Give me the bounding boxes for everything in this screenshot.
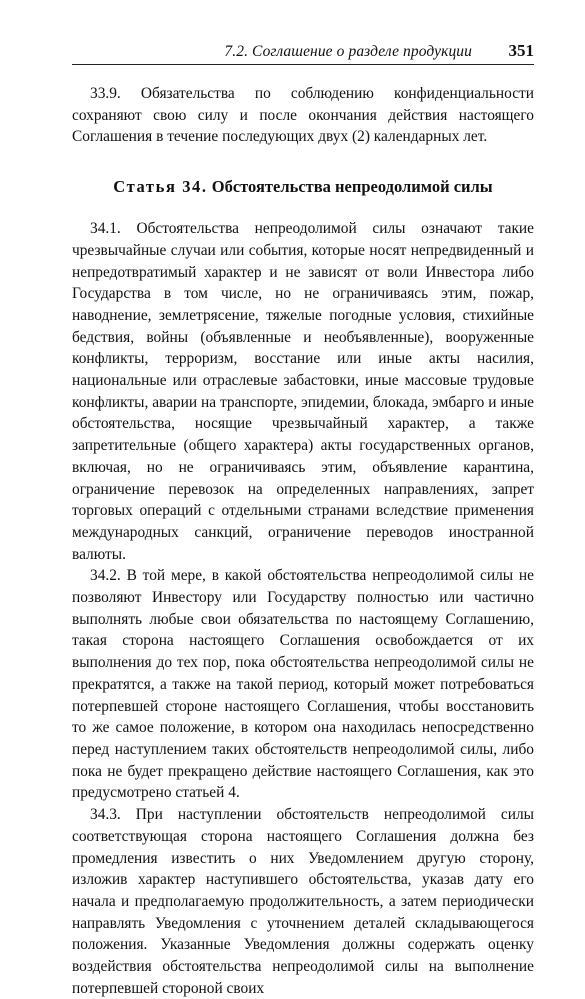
page-number: 351 (508, 41, 534, 60)
paragraph-34-1: 34.1. Обстоятельства непреодолимой силы означают такие чрезвычайные случаи или события, которые носят непредвиденный и непредотвратимый характер и не зависят от воли Инвестора либо Государства в том числе, но не ограничиваясь этим, пожар, наводнение, землетрясение, тяжелые погодные условия, стихийные бедствия, войны (объявленные и необъявленные), вооруженные конфликты, терроризм, восстание или иные акты насилия, национальные или отраслевые забастовки, иные массовые трудовые конфликты, аварии на транспорте, эпидемии, блокада, эмбарго и иные обстоятельства, носящие чрезвычайный характер, а также запретительные (общего характера) акты государственных органов, включая, но не ограничиваясь этим, объявление карантина, ограничение перевозок на определенных направлениях, запрет торговых операций с отдельными странами вследствие применения международных санкций, ограничение переводов иностранной валюты. (72, 220, 534, 563)
article-number: Статья 34. (113, 177, 208, 197)
article-heading (72, 176, 534, 198)
running-header (72, 40, 534, 65)
article-title: Обстоятельства непреодолимой силы (211, 177, 493, 197)
paragraph-33-9: 33.9. Обязательства по соблюдению конфиденциальности сохраняют свою силу и после окончания действия настоящего Соглашения в течение последующих двух (2) календарных лет. (72, 85, 534, 146)
paragraph-34-3: 34.3. При наступлении обстоятельств непреодолимой силы соответствующая сторона настоящего Соглашения должна без промедления известить о них Уведомлением другую сторону, изложив характер наступившего обстоятельства, указав дату его начала и предполагаемую продолжительность, а затем периодически направлять Уведомления с уточнением деталей складывающегося положения. Указанные Уведомления должны содержать оценку воздействия обстоятельства непреодолимой силы на выполнение потерпевшей стороной своих (72, 806, 534, 997)
page-body (72, 83, 534, 999)
running-header-title: 7.2. Соглашение о разделе продукции (224, 43, 472, 60)
paragraph-34-2: 34.2. В той мере, в какой обстоятельства непреодолимой силы не позволяют Инвестору или Государству полностью или частично выполнять любые свои обязательства по настоящему Соглашению, такая сторона настоящего Соглашения освобождается от их выполнения до тех пор, пока обстоятельства непреодолимой силы не прекратятся, а также на такой период, который может потребоваться потерпевшей стороне настоящего Соглашения, чтобы восстановить то же самое положение, в котором она находилась непосредственно перед наступлением таких обстоятельств непреодолимой силы, либо пока не будет прекращено действие настоящего Соглашения, как это предусмотрено статьей 4. (72, 567, 534, 802)
